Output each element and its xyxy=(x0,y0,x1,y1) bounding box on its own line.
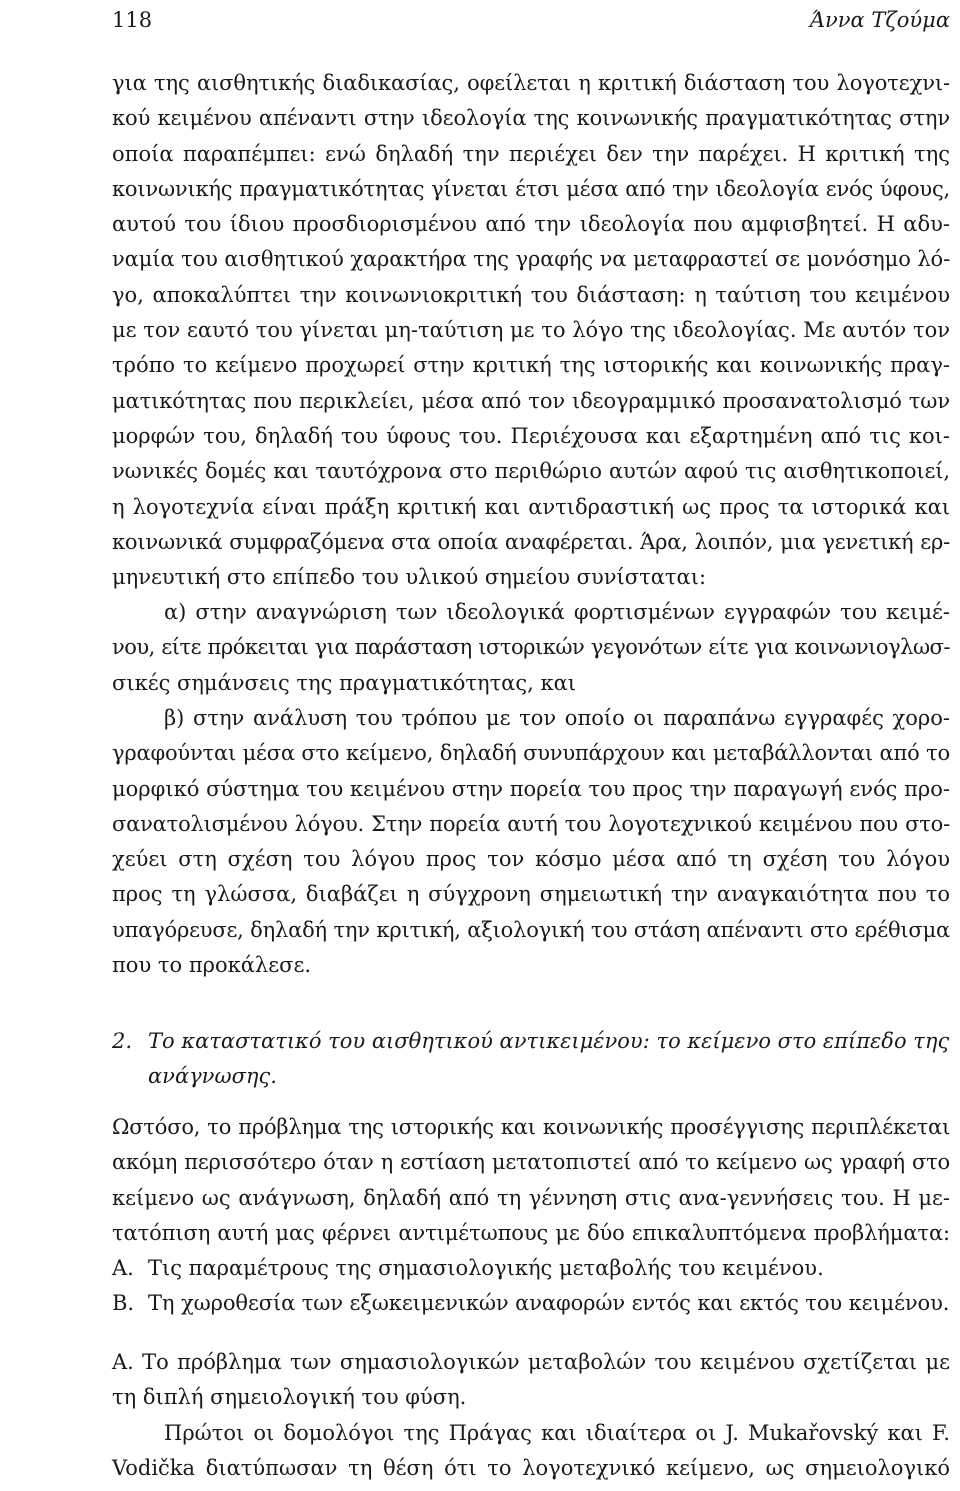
text-line: γραφούνται μέσα στο κείμενο, δηλαδή συνυπάρχουν και μεταβάλλονται από το xyxy=(112,741,950,766)
problem-label: Α. xyxy=(112,1256,134,1281)
problem-text: Τη χωροθεσία των εξωκειμενικών αναφορών εντός και εκτός του κειμένου. xyxy=(148,1291,950,1316)
text-line: που το προκάλεσε. xyxy=(112,953,311,978)
text-line: ακόμη περισσότερο όταν η εστίαση μετατοπιστεί από το κείμενο ως γραφή στο xyxy=(112,1150,950,1175)
text-line: με τον εαυτό του γίνεται μη-ταύτιση με το λόγο της ιδεολογίας. Με αυτόν τον xyxy=(112,318,950,343)
text-line: τατόπιση αυτή μας φέρνει αντιμέτωπους με δύο επικαλυπτόμενα προβλήματα: xyxy=(112,1220,950,1245)
text-line: ματικότητας που περικλείει, μέσα από τον ιδεογραμμικό προσανατολισμό των xyxy=(112,388,950,413)
section-number: 2. xyxy=(112,1029,133,1053)
section-title-line-2: ανάγνωσης. xyxy=(148,1064,277,1088)
text-line: Vodička διατύπωσαν τη θέση ότι το λογοτεχνικό κείμενο, ως σημειολογικό xyxy=(112,1456,950,1481)
text-line: τρόπο το κείμενο προχωρεί στην κριτική της ιστορικής και κοινωνικής πραγ- xyxy=(112,353,950,378)
text-line: σικές σημάνσεις της πραγματικότητας, και xyxy=(112,670,577,695)
text-line: κείμενο ως ανάγνωση, δηλαδή από τη γέννηση στις ανα-γεννήσεις του. Η με- xyxy=(112,1185,950,1210)
text-line: μορφών του, δηλαδή του ύφους του. Περιέχουσα και εξαρτημένη από τις κοι- xyxy=(112,423,950,448)
text-line: νου, είτε πρόκειται για παράσταση ιστορικών γεγονότων είτε για κοινωνιογλωσ- xyxy=(112,635,950,660)
text-line: τη διπλή σημειολογική του φύση. xyxy=(112,1385,467,1410)
text-line: για της αισθητικής διαδικασίας, οφείλεται η κριτική διάσταση του λογοτεχνι- xyxy=(112,71,950,95)
text-line: μορφικό σύστημα του κειμένου στην πορεία του προς την παραγωγή ενός προ- xyxy=(112,776,950,801)
section-heading xyxy=(112,1024,950,1094)
text-line: προς τη γλώσσα, διαβάζει η σύγχρονη σημειωτική την αναγκαιότητα που το xyxy=(112,882,950,907)
text-line: οποία παραπέμπει: ενώ δηλαδή την περιέχει δεν την παρέχει. Η κριτική της xyxy=(112,141,950,166)
text-line: Ωστόσο, το πρόβλημα της ιστορικής και κοινωνικής προσέγγισης περιπλέκεται xyxy=(112,1115,950,1139)
paragraph-prague-school xyxy=(112,1416,950,1487)
list-item-a xyxy=(112,595,950,701)
page-number: 118 xyxy=(112,8,153,32)
text-line: Πρώτοι οι δομολόγοι της Πράγας και ιδιαίτερα οι J. Mukařovský και F. xyxy=(164,1421,950,1445)
text-line: κοινωνικά συμφραζόμενα στα οποία αναφέρεται. Άρα, λοιπόν, μια γενετική ερ- xyxy=(112,529,950,554)
paragraph-reading xyxy=(112,1110,950,1322)
text-line: μηνευτική στο επίπεδο του υλικού σημείου συνίσταται: xyxy=(112,565,707,590)
text-line: αυτού του ίδιου προσδιορισμένου από την ιδεολογία που αμφισβητεί. Η αδυ- xyxy=(112,212,950,237)
problem-item xyxy=(112,1286,950,1321)
paragraph-semantic-changes xyxy=(112,1345,950,1416)
paragraph-aesthetic-process xyxy=(112,66,950,595)
text-line: Α. Το πρόβλημα των σημασιολογικών μεταβολών του κειμένου σχετίζεται με xyxy=(112,1350,950,1374)
text-line: ναμία του αισθητικού χαρακτήρα της γραφής να μεταφραστεί σε μονόσημο λό- xyxy=(112,247,951,272)
text-line: κού κειμένου απέναντι στην ιδεολογία της κοινωνικής πραγματικότητας στην xyxy=(112,106,950,131)
section-title-line-1: Το καταστατικό του αισθητικού αντικειμένου: το κείμενο στο επίπεδο της xyxy=(148,1029,950,1053)
text-line: σανατολισμένου λόγου. Στην πορεία αυτή του λογοτεχνικού κειμένου που στο- xyxy=(112,811,950,836)
text-line: χεύει στη σχέση του λόγου προς τον κόσμο μέσα από τη σχέση του λόγου xyxy=(112,847,950,872)
running-head-author: Άννα Τζούμα xyxy=(809,8,950,32)
list-item-b xyxy=(112,701,950,983)
text-line: α) στην αναγνώριση των ιδεολογικά φορτισμένων εγγραφών του κειμέ- xyxy=(164,600,950,624)
text-line: υπαγόρευσε, δηλαδή την κριτική, αξιολογική του στάση απέναντι στο ερέθισμα xyxy=(112,917,950,942)
text-line: κοινωνικής πραγματικότητας γίνεται έτσι μέσα από την ιδεολογία ενός ύφους, xyxy=(112,176,950,201)
problem-item xyxy=(112,1251,950,1286)
text-line: β) στην ανάλυση του τρόπου με τον οποίο οι παραπάνω εγγραφές χορο- xyxy=(164,706,950,730)
problem-label: Β. xyxy=(112,1291,134,1316)
page-header xyxy=(112,8,950,38)
text-line: η λογοτεχνία είναι πράξη κριτική και αντιδραστική ως προς τα ιστορικά και xyxy=(112,494,950,519)
problem-text: Τις παραμέτρους της σημασιολογικής μεταβολής του κειμένου. xyxy=(148,1256,824,1281)
text-line: νωνικές δομές και ταυτόχρονα στο περιθώριο αυτών αφού τις αισθητικοποιεί, xyxy=(112,459,950,484)
text-line: γο, αποκαλύπτει την κοινωνιοκριτική του διάσταση: η ταύτιση του κειμένου xyxy=(112,282,950,307)
